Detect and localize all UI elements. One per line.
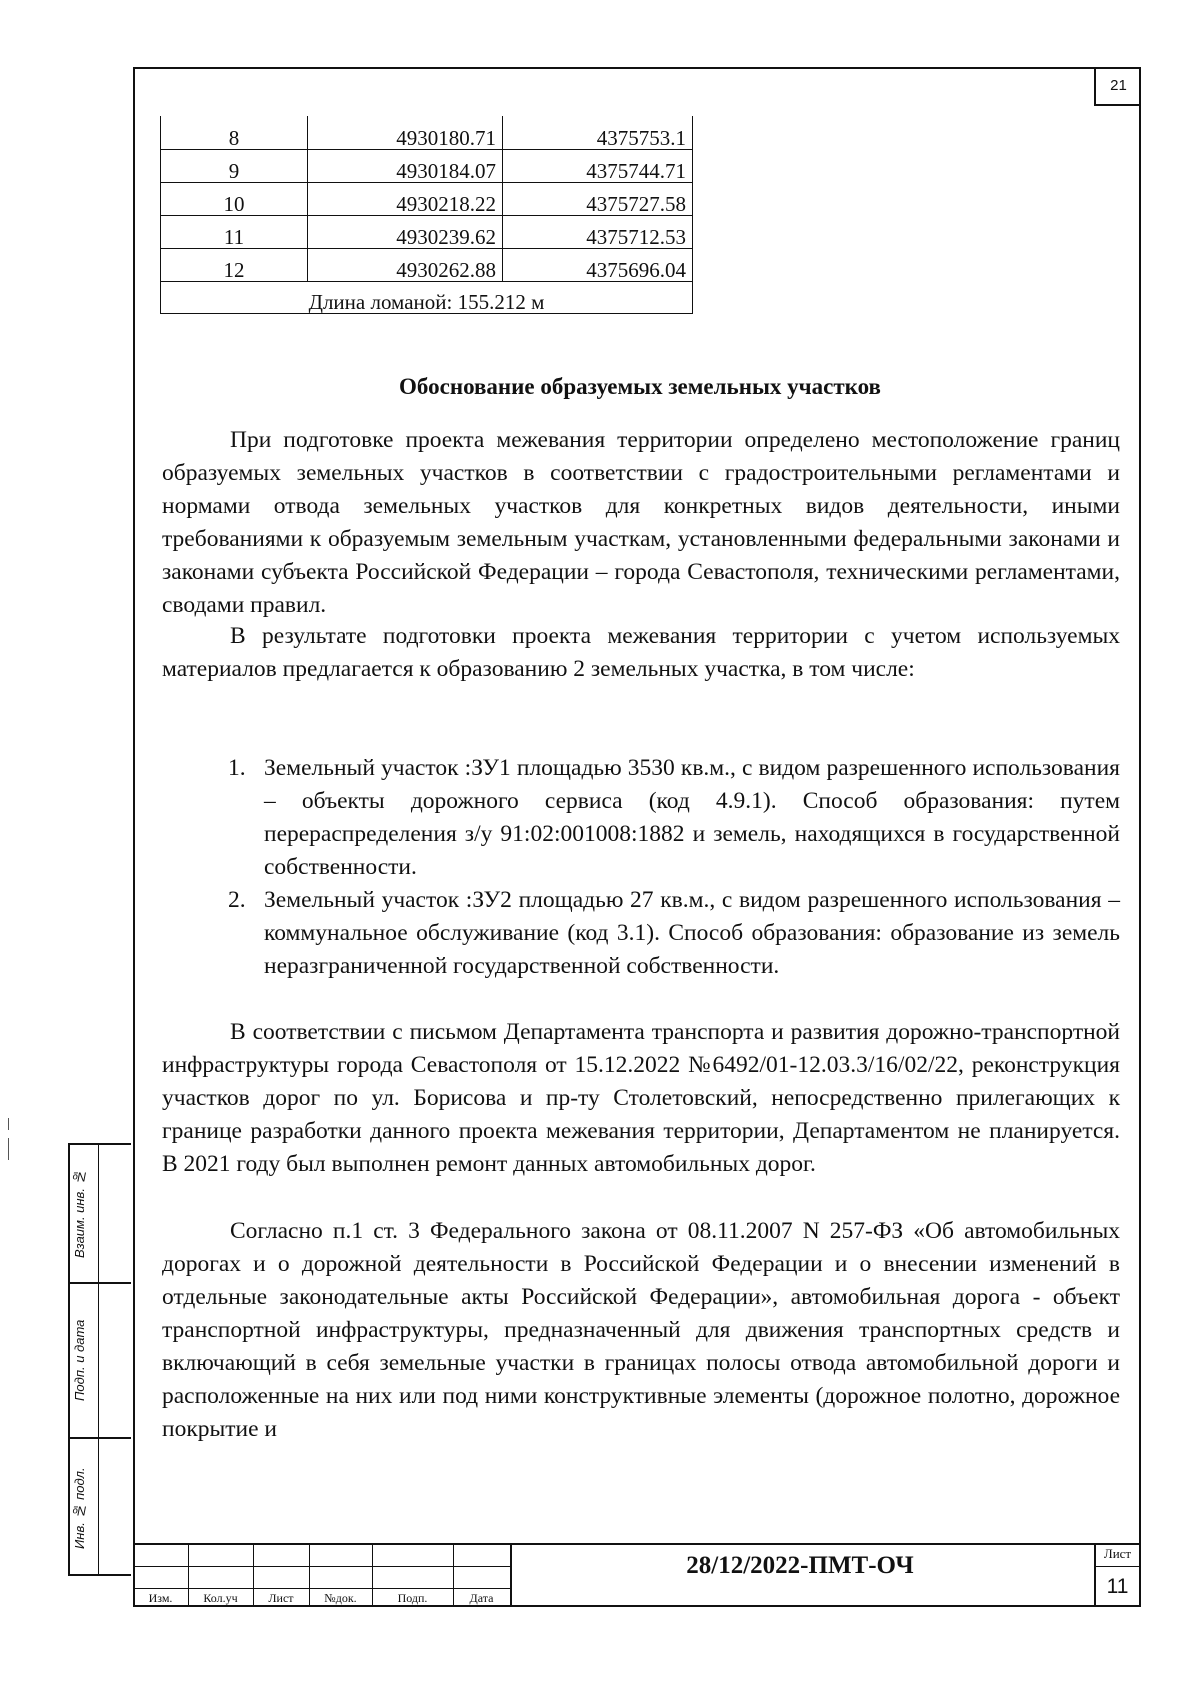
table-row <box>161 149 693 182</box>
paragraph-4: Согласно п.1 ст. 3 Федерального закона от 08.11.2007 N 257-ФЗ «Об автомобильных дорогах и о дорожной деятельности в Российской Федерации и о внесении изменений в отдельные законодательные акты Российской Федерации», автомобильная дорога - объект транспортной инфраструктуры, предназначенный для движения транспортных средств и включающий в себя земельные участки в границах полосы отвода автомобильной дороги и расположенные на них или под ними конструктивные элементы (дорожное полотно, дорожное покрытие и <box>162 1218 1120 1442</box>
margin-tick <box>8 1138 9 1160</box>
document-number: 28/12/2022-ПМТ-ОЧ <box>686 1552 914 1579</box>
point-number: 8 <box>161 116 308 149</box>
plots-list <box>228 752 1120 983</box>
paragraph-1: При подготовке проекта межевания территории определено местоположение границ образуемых земельных участков в соответствии с градостроительными регламентами и нормами отвода земельных участков для конкретных видов деятельности, иными требованиями к образуемым земельным участкам, установленными федеральными законами и законами субъекта Российской Федерации – города Севастополя, техническими регламентами, сводами правил. <box>162 427 1120 618</box>
point-number: 12 <box>161 248 308 281</box>
paragraph-2: В результате подготовки проекта межевания территории с учетом используемых материалов предлагается к образованию 2 земельных участка, в том числе: <box>162 623 1120 682</box>
page-number-top: 21 <box>1094 67 1141 106</box>
y-coordinate: 4375712.53 <box>503 215 693 248</box>
y-coordinate: 4375744.71 <box>503 149 693 182</box>
x-coordinate: 4930218.22 <box>308 182 503 215</box>
sheet-number: 11 <box>1106 1575 1129 1598</box>
table-row <box>161 182 693 215</box>
title-block-top-border <box>133 1543 1141 1545</box>
polyline-length: Длина ломаной: 155.212 м <box>161 281 693 313</box>
y-coordinate: 4375727.58 <box>503 182 693 215</box>
list-item-text: Земельный участок :ЗУ1 площадью 3530 кв.м., с видом разрешенного использования – объекты дорожного сервиса (код 4.9.1). Способ образования: путем перераспределения з/у 91:02:001008:1882 и земель, находящихся в государственной собственности. <box>264 755 1120 880</box>
stamp-divider <box>70 1437 131 1439</box>
coordinates-table <box>160 116 693 314</box>
stamp-inv-vzam: Взаим. инв. № <box>72 1169 87 1259</box>
list-item-number: 2. <box>228 887 246 913</box>
table-row <box>161 215 693 248</box>
section-heading: Обоснование образуемых земельных участков <box>399 374 881 399</box>
point-number: 10 <box>161 182 308 215</box>
list-item <box>228 752 1120 884</box>
label-ndok: №док. <box>324 1591 357 1605</box>
table-row <box>161 248 693 281</box>
list-item-text: Земельный участок :ЗУ2 площадью 27 кв.м., с видом разрешенного использования – коммунальное обслуживание (код 3.1). Способ образования: образование из земель неразграниченной государственной собственности. <box>264 887 1120 979</box>
stamp-inv-podl: Инв. № подл. <box>72 1467 87 1549</box>
x-coordinate: 4930239.62 <box>308 215 503 248</box>
margin-stamp <box>68 1143 131 1576</box>
point-number: 9 <box>161 149 308 182</box>
sheet-label: Лист <box>1103 1546 1132 1561</box>
x-coordinate: 4930262.88 <box>308 248 503 281</box>
label-list: Лист <box>268 1591 294 1605</box>
point-number: 11 <box>161 215 308 248</box>
table-row <box>161 116 693 149</box>
x-coordinate: 4930180.71 <box>308 116 503 149</box>
margin-tick <box>8 1118 9 1130</box>
paragraph-3: В соответствии с письмом Департамента транспорта и развития дорожно-транспортной инфраструктуры города Севастополя от 15.12.2022 №6492/01-12.03.3/16/02/22, реконструкция участков дорог по ул. Борисова и пр-ту Столетовский, непосредственно прилегающих к границе разработки данного проекта межевания территории, Департаментом не планируется. В 2021 году был выполнен ремонт данных автомобильных дорог. <box>162 1019 1120 1177</box>
stamp-sign-date: Подп. и дата <box>72 1319 87 1401</box>
label-kol-uch: Кол.уч <box>203 1591 238 1605</box>
label-data: Дата <box>469 1591 494 1605</box>
list-item-number: 1. <box>228 755 246 781</box>
label-podp: Подп. <box>397 1591 428 1605</box>
stamp-divider <box>70 1282 131 1284</box>
list-item <box>228 884 1120 983</box>
table-row-total <box>161 281 693 313</box>
y-coordinate: 4375753.1 <box>503 116 693 149</box>
x-coordinate: 4930184.07 <box>308 149 503 182</box>
y-coordinate: 4375696.04 <box>503 248 693 281</box>
label-izm: Изм. <box>148 1591 173 1605</box>
